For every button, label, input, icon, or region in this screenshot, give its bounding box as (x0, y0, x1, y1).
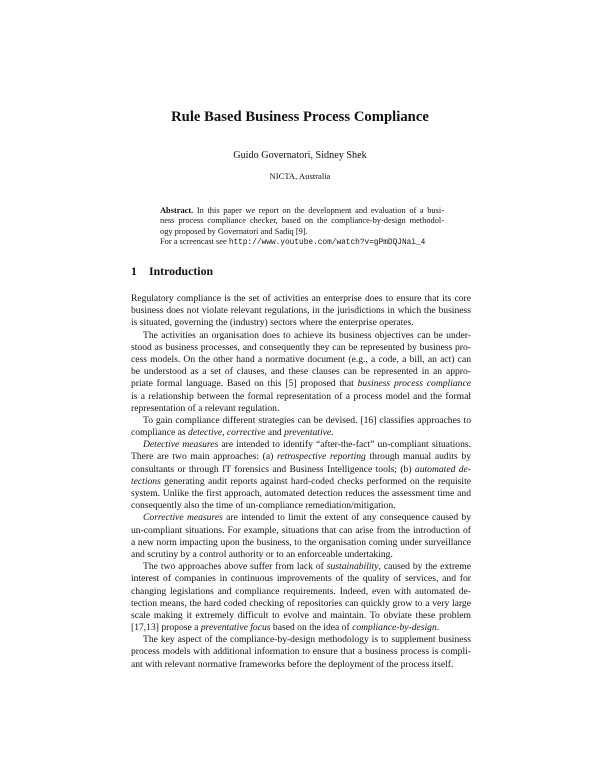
body-line: a new norm impacting upon the business, to the organisation coming under surveillance (131, 536, 471, 548)
body-line: system. Unlike the first approach, automated detection reduces the assessment time and (131, 488, 471, 499)
body-line: tections generating audit reports against hard-coded checks performed on the requisite (131, 475, 471, 487)
abstract-line: ness process compliance checker, based on the compliance-by-design methodol- (160, 216, 444, 226)
body-line: un-compliant situations. For example, situations that can arise from the introduction of (131, 524, 471, 536)
body-line: is a relationship between the formal representation of a process model and the formal (131, 390, 471, 402)
body-line: and scrutiny by a control authority or to an enforceable undertaking. (131, 548, 393, 560)
screencast-link[interactable]: http://www.youtube.com/watch?v=gPmDQJNai_4 (228, 239, 426, 248)
body-line: The key aspect of the compliance-by-design methodology is to supplement business (143, 634, 471, 646)
body-line: tection means, the hard coded checking of repositories can quickly grow to a very large (131, 597, 471, 609)
body-line: changing legislations and compliance requirements. Indeed, even with automated de- (131, 585, 471, 597)
body-line: ant with relevant normative frameworks before the deployment of the process itself. (131, 658, 454, 670)
body-line: The two approaches above suffer from lack of sustainability, caused by the extreme (143, 561, 471, 573)
body-line: Corrective measures are intended to limit the extent of any consequence caused by (143, 512, 471, 524)
body-line: Regulatory compliance is the set of activities an enterprise does to ensure that its core (131, 293, 471, 304)
body-line: Detective measures are intended to identify “after-the-fact” un-compliant situations. (143, 439, 471, 451)
body-line: cess models. On the other hand a normative document (e.g., a code, a bill, an act) can (131, 353, 471, 365)
section-title: Introduction (149, 264, 214, 278)
body-line: [17,13] propose a preventative focus based on the idea of compliance-by-design. (131, 622, 440, 634)
body-line: is situated, governing the (industry) sectors where the enterprise operates. (131, 317, 414, 329)
body-line: stood as business processes, and consequently they can be represented by business pro- (131, 341, 471, 353)
abstract-block (160, 206, 444, 249)
body-line: compliance as detective, corrective and preventative. (131, 427, 334, 439)
paper-authors: Guido Governatori, Sidney Shek (233, 150, 367, 161)
abstract-line: Abstract. In this paper we report on the development and evaluation of a busi- (160, 206, 444, 215)
body-line: There are two main approaches: (a) retrospective reporting through manual audits by (131, 451, 471, 463)
paper-title: Rule Based Business Process Compliance (171, 109, 429, 125)
body-line: be understood as a set of clauses, and these clauses can be represented in an appro- (131, 366, 471, 378)
paper-affiliation: NICTA, Australia (269, 171, 331, 181)
body-text (131, 293, 471, 671)
body-line: priate formal language. Based on this [5] proposed that business process compliance (131, 378, 471, 390)
abstract-screencast-line: For a screencast see http://www.youtube.com/watch?v=gPmDQJNai_4 (160, 237, 426, 248)
section-heading (131, 264, 471, 279)
body-line: process models with additional information to ensure that a business process is compli- (131, 646, 471, 658)
body-line: business does not violate relevant regulations, in the jurisdictions in which the business (131, 305, 471, 317)
body-line: scale making it extremely difficult to evolve and maintain. To obviate these problem (131, 609, 471, 621)
section-number: 1 (131, 264, 137, 278)
body-line: The activities an organisation does to achieve its business objectives can be under- (143, 329, 471, 341)
abstract-line: ogy proposed by Governatori and Sadiq [9]. (160, 226, 308, 236)
abstract-label: Abstract. (160, 206, 194, 215)
body-line: To gain compliance different strategies can be devised. [16] classifies approaches to (143, 414, 471, 426)
body-line: consultants or through IT forensics and Business Intelligence tools; (b) automated de- (131, 463, 471, 475)
body-line: interest of companies in continuous improvements of the quality of services, and for (131, 573, 471, 585)
body-line: consequently also the time of un-compliance remediation/mitigation. (131, 500, 396, 512)
body-line: representation of a relevant regulation. (131, 402, 280, 414)
